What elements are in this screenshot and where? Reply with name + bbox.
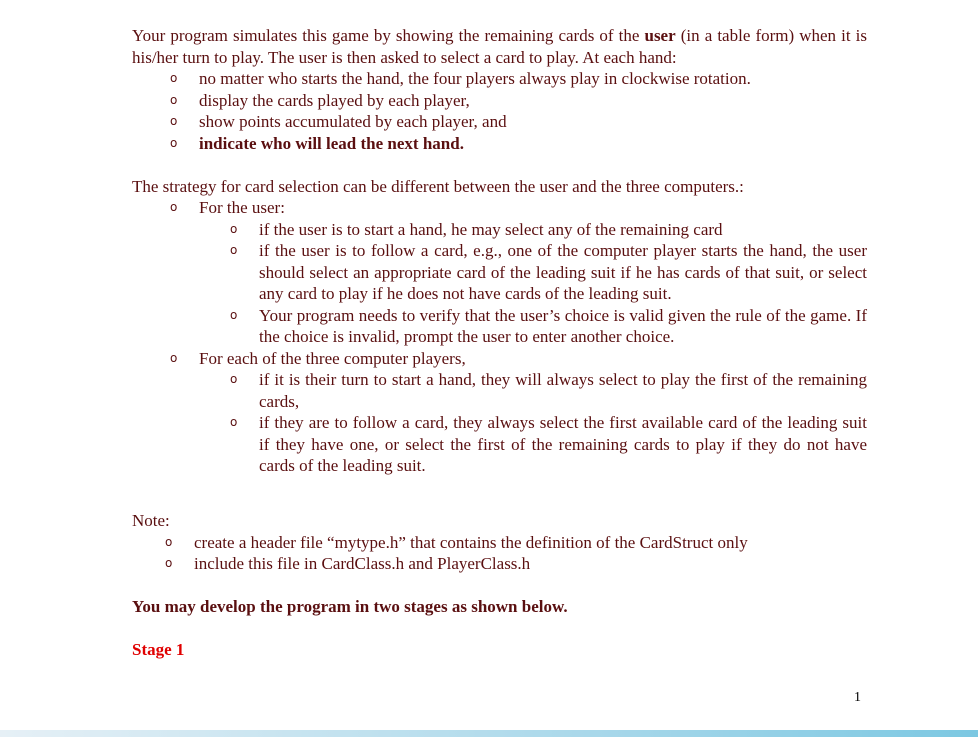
list-item-text: if the user is to follow a card, e.g., one of the computer player starts the hand, the user should select an appropriate card of the leading suit if he has cards of that suit, or select any card to play if he does not have cards of the leading suit. [259,241,867,303]
strategy-heading: The strategy for card selection can be different between the user and the three computers.: [132,176,744,196]
list-item-text: if it is their turn to start a hand, they will always select to play the first of the remaining cards, [259,370,867,411]
bullet-icon: o [165,534,173,549]
list-item [230,240,867,305]
user-strategy-list [132,219,867,348]
bullet-icon: o [230,243,238,257]
page-number: 1 [854,690,861,705]
list-item [170,68,867,90]
bullet-icon: o [230,221,238,236]
note-label: Note: [132,511,170,530]
spacer [132,618,867,640]
bullet-icon: o [170,135,178,150]
list-item-text: show points accumulated by each player, and [199,112,507,131]
bullet-icon: o [170,92,178,107]
footer-bar [0,730,978,737]
list-item [170,348,867,370]
spacer [132,154,867,176]
list-item [165,532,867,554]
bullet-icon: o [170,350,178,365]
list-item [170,133,867,155]
document-page [132,25,867,661]
list-item-text: create a header file “mytype.h” that contains the definition of the CardStruct only [194,532,748,552]
list-item-text: if the user is to start a hand, he may select any of the remaining card [259,219,723,239]
list-item-text: if they are to follow a card, they always select the first available card of the leading suit if they have one, or select the first of the remaining cards to play if they do not have cards of the leading suit. [259,413,867,475]
list-item [230,369,867,412]
develop-instruction: You may develop the program in two stages as shown below. [132,597,568,616]
list-item-text: include this file in CardClass.h and PlayerClass.h [194,554,531,573]
computer-strategy-heading-list [132,348,867,370]
spacer [132,498,867,510]
computer-strategy-label: For each of the three computer players, [199,348,466,368]
clipped-previous-line [0,0,978,6]
list-item-text: Your program needs to verify that the user’s choice is valid given the rule of the game. If the choice is invalid, prompt the user to enter another choice. [259,305,867,346]
note-list [132,532,867,575]
list-item [230,219,867,241]
user-strategy-label: For the user: [199,198,285,217]
bullet-icon: o [170,71,178,85]
bullet-icon: o [170,200,178,214]
list-item [230,305,867,348]
intro-text-a: Your program simulates this game by showing the remaining cards of the [132,26,645,45]
bullet-icon: o [230,307,238,322]
spacer [132,477,867,499]
list-item-bold-period: . [459,133,464,153]
list-item [170,197,867,219]
intro-bold-user: user [644,26,676,45]
intro-paragraph [132,25,867,68]
list-item-bold-text: indicate who will lead the next hand [199,133,460,153]
computer-strategy-list [132,369,867,477]
spacer [132,575,867,597]
list-item-text: display the cards played by each player, [199,90,470,110]
hand-steps-list [132,68,867,154]
list-item [170,90,867,112]
intro-text-b: (in a table form) when it is his/her turn to play. The user is then asked to select a card to play. At each hand: [132,26,867,67]
stage-heading: Stage 1 [132,640,185,659]
list-item [170,111,867,133]
list-item [230,412,867,477]
bullet-icon: o [230,415,238,429]
bullet-icon: o [170,114,178,128]
bullet-icon: o [165,556,173,570]
list-item [165,553,867,575]
list-item-text: no matter who starts the hand, the four players always play in clockwise rotation. [199,69,751,88]
bullet-icon: o [230,372,238,386]
strategy-list [132,197,867,219]
